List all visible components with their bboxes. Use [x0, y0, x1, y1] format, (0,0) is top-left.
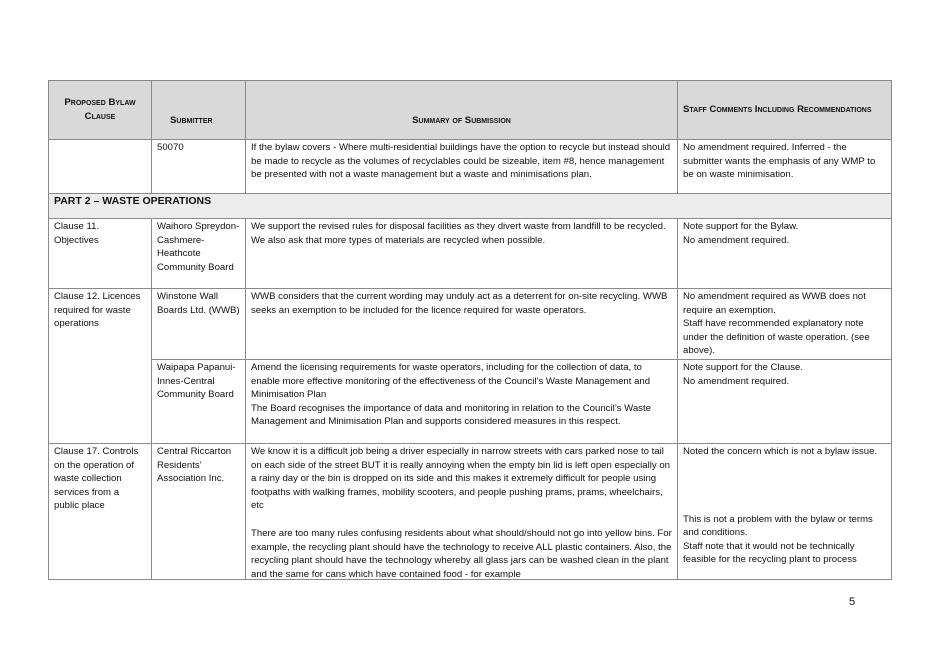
summary-cell [246, 443, 678, 579]
staff-line: Staff have recommended explanatory note under the definition of waste operation. (see above). [683, 318, 870, 357]
table-row [49, 359, 892, 443]
header-clause: Proposed Bylaw Clause [49, 81, 152, 140]
staff-line: No amendment required as WWB does not require an exemption. [683, 291, 866, 316]
submitter-cell: Central Riccarton Residents’ Association Inc. [152, 443, 246, 579]
staff-line: Note support for the Bylaw. [683, 221, 799, 232]
staff-cell: No amendment required. Inferred - the submitter wants the emphasis of any WMP to be on waste minimisation. [678, 140, 892, 194]
table-row [49, 289, 892, 360]
summary-line: Amend the licensing requirements for waste operators, including for the collection of data, to enable more effective monitoring of the effectiveness of the Council’s Waste Management and Minimisation Plan [251, 361, 651, 401]
summary-cell: WWB considers that the current wording may unduly act as a deterrent for on-site recycling. WWB seeks an exemption to be included for the licence required for waste operators. [246, 289, 678, 360]
submitter-cell: Waipapa Papanui-Innes-Central Community Board [152, 359, 246, 443]
section-heading: PART 2 – WASTE OPERATIONS [49, 194, 892, 219]
table-row [49, 140, 892, 194]
staff-line: No amendment required. [683, 375, 790, 387]
summary-line: There are too many rules confusing residents about what should/should not go into yellow bins. For example, the recycling plant should have the technology to receive ALL plastic containers. Also, the recycling plant should have the technology whereby all glass jars can be washed clean in the plant and the same for cans which have contained food - for example [251, 527, 672, 578]
submissions-table [48, 80, 892, 580]
clause-cell: Clause 17. Controls on the operation of waste collection services from a public place [49, 443, 152, 579]
clause-cell: Clause 12. Licences required for waste operations [49, 289, 152, 444]
submitter-cell: 50070 [152, 140, 246, 194]
table-row [49, 219, 892, 289]
staff-cell [678, 219, 892, 289]
clause-cell [49, 140, 152, 194]
staff-cell [678, 289, 892, 360]
summary-line: The Board recognises the importance of data and monitoring in relation to the Council’s Waste Management and Minimisation Plan and supports considered measures in this respect. [251, 402, 651, 428]
header-staff-comments: Staff Comments Including Recommendations [678, 81, 892, 140]
section-row [49, 194, 892, 219]
staff-cell [678, 359, 892, 443]
summary-line: We know it is a difficult job being a driver especially in narrow streets with cars parked nose to tail on each side of the street BUT it is really annoying when the empty bin lid is left open especially on a rainy day or the bin is dropped on its side and this makes it extremely difficult for people using footpaths with walking frames, mobility scooters, and people pushing prams, prams, wheelchairs, etc [251, 445, 670, 512]
summary-cell: If the bylaw covers - Where multi-residential buildings have the option to recycle but instead should be made to recycle as the volumes of recyclables could be sizeable, item #8, hence management be presented with not a waste management but a waste and minimisations plan. [246, 140, 678, 194]
staff-line: Staff note that it would not be technically feasible for the recycling plant to process [683, 540, 857, 566]
summary-cell: We support the revised rules for disposal facilities as they divert waste from landfill to be recycled. We also ask that more types of materials are recycled when possible. [246, 219, 678, 289]
submitter-cell: Waihoro Spreydon-Cashmere-Heathcote Community Board [152, 219, 246, 289]
page-number: 5 [849, 596, 856, 608]
summary-cell [246, 359, 678, 443]
staff-line: Note support for the Clause. [683, 361, 803, 373]
header-submitter: Submitter [152, 81, 246, 140]
staff-cell [678, 443, 892, 579]
clause-cell: Clause 11. Objectives [49, 219, 152, 289]
table-row [49, 443, 892, 579]
staff-line: This is not a problem with the bylaw or terms and conditions. [683, 513, 873, 539]
staff-line: Noted the concern which is not a bylaw issue. [683, 445, 878, 457]
header-row [49, 81, 892, 140]
header-summary: Summary of Submission [246, 81, 678, 140]
staff-line: No amendment required. [683, 234, 790, 246]
submitter-cell: Winstone Wall Boards Ltd. (WWB) [152, 289, 246, 360]
